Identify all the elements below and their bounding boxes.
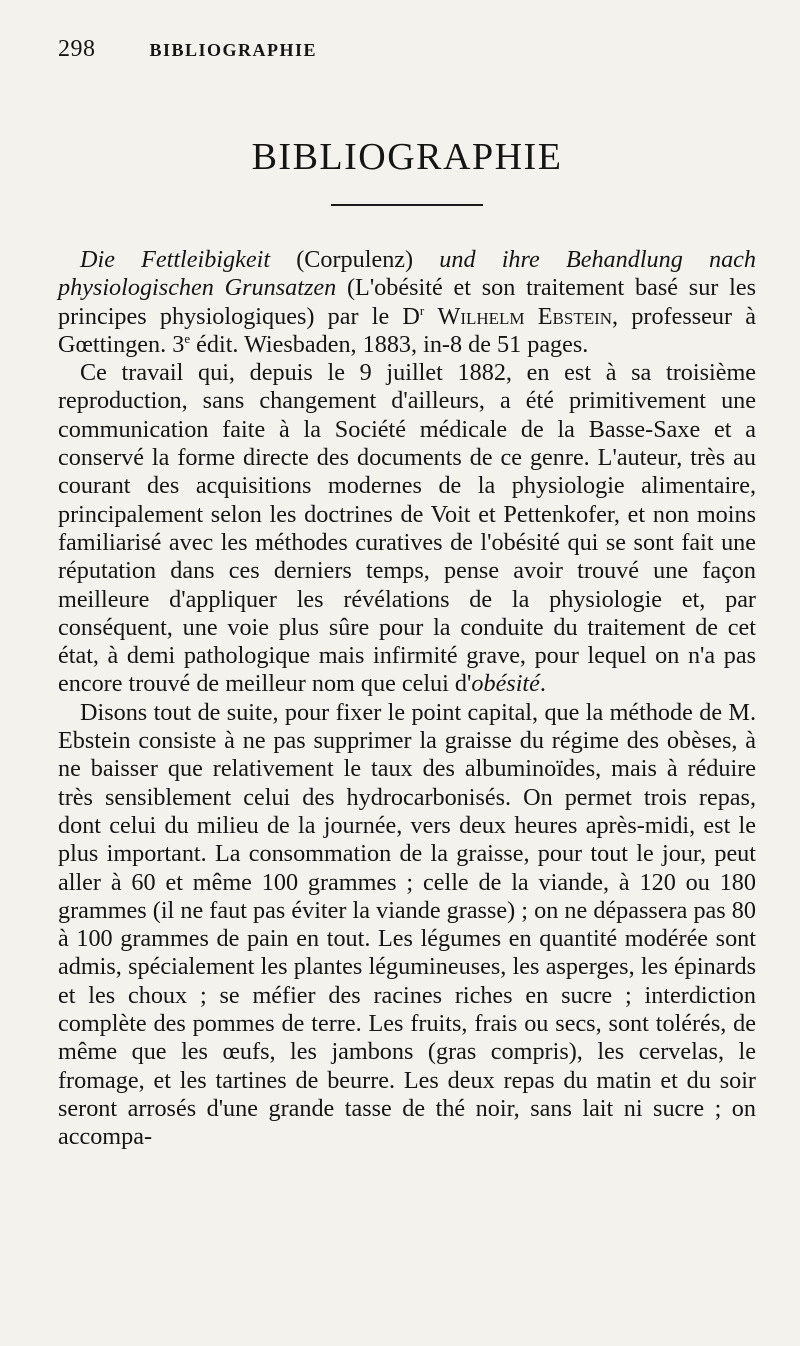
entry-title-french: (L'obésité et son traitement basé sur les principes physiologiques) par le D xyxy=(58,274,757,330)
entry-author: Wilhelm Ebstein, xyxy=(437,302,619,330)
paragraph-1-obesite: obésité xyxy=(471,670,540,698)
dr-superscript: r xyxy=(419,302,425,318)
entry-details-2: édit. Wiesbaden, 1883, in-8 de 51 pages. xyxy=(196,330,589,358)
body-text xyxy=(58,246,756,1152)
paragraph-1-end: . xyxy=(539,670,546,698)
section-title: BIBLIOGRAPHIE xyxy=(251,136,563,178)
title-rule xyxy=(331,204,483,206)
paragraph-2: Disons tout de suite, pour fixer le point capital, que la méthode de M. Ebstein consiste à ne pas supprimer la graisse du régime des obèses, à ne baisser que relativement le taux des albuminoïdes, mais à réduire très sensiblement celui des hydrocarbonisés. On permet trois repas, dont celui du milieu de la journée, vers deux heures après-midi, est le plus important. La consommation de la graisse, pour tout le jour, peut aller à 60 et même 100 grammes ; celle de la viande, à 120 ou 180 grammes (il ne faut pas éviter la viande grasse) ; on ne dépassera pas 80 à 100 grammes de pain en tout. Les légumes en quantité modérée sont admis, spécialement les plantes légumineuses, les asperges, les épinards et les choux ; se méfier des racines riches en sucre ; interdiction complète des pommes de terre. Les fruits, frais ou secs, sont tolérés, de même que les œufs, les jambons (gras compris), les cervelas, le fromage, et les tartines de beurre. Les deux repas du matin et du soir seront arrosés d'une grande tasse de thé noir, sans lait ni sucre ; on accompa- xyxy=(58,698,756,1151)
edition-superscript: e xyxy=(184,330,191,346)
page-header xyxy=(58,36,756,70)
running-head: BIBLIOGRAPHIE xyxy=(149,40,318,60)
bibliographic-entry xyxy=(58,246,756,359)
entry-title-german-3: und ihre Behandlung nach physiologischen Grunsatzen xyxy=(58,246,757,302)
entry-details-1: professeur à Gœttingen. 3 xyxy=(58,302,757,358)
paragraph-1 xyxy=(58,359,756,699)
page-number: 298 xyxy=(58,36,96,62)
paragraph-1-text: Ce travail qui, depuis le 9 juillet 1882, en est à sa troisième reproduction, sans changement d'ailleurs, a été primitivement une communication faite à la Société médicale de la Basse-Saxe et a conservé la forme directe des documents de ce genre. L'auteur, très au courant des acquisitions modernes de la physiologie alimentaire, principalement selon les doctrines de Voit et Pettenkofer, et non moins familiarisé avec les méthodes curatives de l'obésité qui se sont fait une réputation dans ces derniers temps, pense avoir trouvé une façon meilleure d'appliquer les révélations de la physiologie et, par conséquent, une voie plus sûre pour la conduite du traitement de cet état, à demi pathologique mais infirmité grave, pour lequel on n'a pas encore trouvé de meilleur nom que celui d' xyxy=(58,359,756,698)
entry-title-german-1: Die Fettleibigkeit xyxy=(80,246,271,273)
entry-title-german-2: (Corpulenz) xyxy=(296,246,414,273)
